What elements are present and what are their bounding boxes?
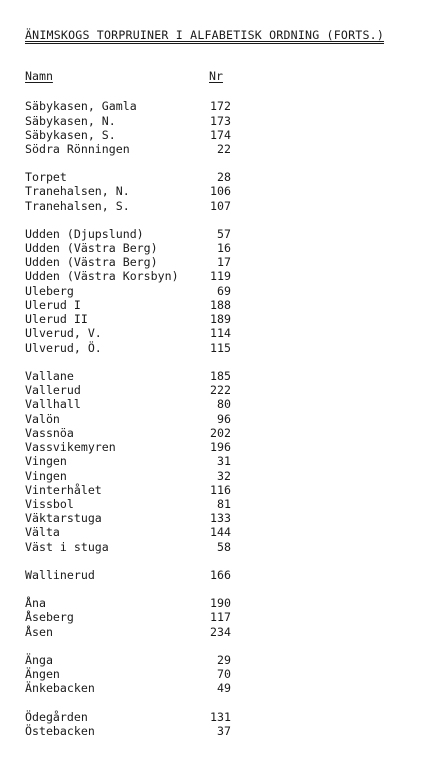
entry-number: 28 <box>217 170 231 184</box>
list-item <box>0 568 437 582</box>
entry-name: Östebacken <box>25 724 95 738</box>
list-item <box>0 298 437 312</box>
list-item <box>0 724 437 738</box>
entry-name: Väst i stuga <box>25 540 109 554</box>
entry-number: 173 <box>210 114 231 128</box>
entry-number: 32 <box>217 469 231 483</box>
list-item <box>0 341 437 355</box>
list-item <box>0 114 437 128</box>
entry-number: 29 <box>217 653 231 667</box>
list-item <box>0 128 437 142</box>
list-item <box>0 227 437 241</box>
entry-name: Vissbol <box>25 497 74 511</box>
list-item <box>0 610 437 624</box>
entry-name: Vingen <box>25 469 67 483</box>
entry-number: 196 <box>210 440 231 454</box>
list-item <box>0 241 437 255</box>
entry-name: Vallane <box>25 369 74 383</box>
list-item <box>0 412 437 426</box>
entry-number: 174 <box>210 128 231 142</box>
entry-name: Säbykasen, N. <box>25 114 116 128</box>
entry-number: 114 <box>210 326 231 340</box>
entry-number: 80 <box>217 397 231 411</box>
entry-name: Ulerud II <box>25 312 88 326</box>
entry-name: Valön <box>25 412 60 426</box>
entry-number: 166 <box>210 568 231 582</box>
list-item <box>0 525 437 539</box>
entry-number: 37 <box>217 724 231 738</box>
entry-number: 172 <box>210 99 231 113</box>
entry-number: 185 <box>210 369 231 383</box>
list-item <box>0 397 437 411</box>
list-item <box>0 255 437 269</box>
entry-name: Ulverud, V. <box>25 326 102 340</box>
list-item <box>0 326 437 340</box>
entry-number: 22 <box>217 142 231 156</box>
list-item <box>0 469 437 483</box>
entry-number: 58 <box>217 540 231 554</box>
page-title: ÄNIMSKOGS TORPRUINER I ALFABETISK ORDNING (FORTS.) <box>25 28 385 42</box>
list-item <box>0 383 437 397</box>
list-item <box>0 667 437 681</box>
list-item <box>0 511 437 525</box>
list-item <box>0 142 437 156</box>
entry-name: Änkebacken <box>25 681 95 695</box>
entry-name: Åna <box>25 596 46 610</box>
entry-name: Udden (Västra Berg) <box>25 255 158 269</box>
entry-name: Ödegården <box>25 710 88 724</box>
entry-name: Vassnöa <box>25 426 74 440</box>
entry-name: Åseberg <box>25 610 74 624</box>
entry-name: Torpet <box>25 170 67 184</box>
entry-name: Säbykasen, Gamla <box>25 99 137 113</box>
entry-number: 131 <box>210 710 231 724</box>
entry-number: 31 <box>217 454 231 468</box>
entry-number: 133 <box>210 511 231 525</box>
list-item <box>0 625 437 639</box>
list-item <box>0 483 437 497</box>
list-item <box>0 426 437 440</box>
entry-number: 190 <box>210 596 231 610</box>
entry-name: Vinterhålet <box>25 483 102 497</box>
entry-number: 189 <box>210 312 231 326</box>
entry-name: Vingen <box>25 454 67 468</box>
list-item <box>0 653 437 667</box>
list-item <box>0 369 437 383</box>
entry-name: Uleberg <box>25 284 74 298</box>
entry-name: Vallerud <box>25 383 81 397</box>
entry-name: Ängen <box>25 667 60 681</box>
entry-name: Södra Rönningen <box>25 142 130 156</box>
entry-number: 69 <box>217 284 231 298</box>
entry-number: 222 <box>210 383 231 397</box>
column-header-nr: Nr <box>209 69 223 83</box>
entry-name: Vassvikemyren <box>25 440 116 454</box>
entry-number: 116 <box>210 483 231 497</box>
entry-number: 202 <box>210 426 231 440</box>
entry-name: Vallhall <box>25 397 81 411</box>
entry-number: 188 <box>210 298 231 312</box>
entry-number: 70 <box>217 667 231 681</box>
entry-number: 144 <box>210 525 231 539</box>
entry-number: 49 <box>217 681 231 695</box>
entry-number: 57 <box>217 227 231 241</box>
entry-name: Ulverud, Ö. <box>25 341 102 355</box>
entry-name: Änga <box>25 653 53 667</box>
entry-number: 96 <box>217 412 231 426</box>
list-item <box>0 710 437 724</box>
list-item <box>0 199 437 213</box>
entry-name: Åsen <box>25 625 53 639</box>
entry-name: Välta <box>25 525 60 539</box>
entry-name: Wallinerud <box>25 568 95 582</box>
list-item <box>0 170 437 184</box>
entry-number: 115 <box>210 341 231 355</box>
list-item <box>0 681 437 695</box>
entry-name: Väktarstuga <box>25 511 102 525</box>
entry-number: 107 <box>210 199 231 213</box>
entry-name: Tranehalsen, S. <box>25 199 130 213</box>
list-item <box>0 284 437 298</box>
entry-number: 117 <box>210 610 231 624</box>
entry-number: 119 <box>210 269 231 283</box>
entry-name: Udden (Västra Korsbyn) <box>25 269 179 283</box>
list-item <box>0 540 437 554</box>
list-item <box>0 269 437 283</box>
list-item <box>0 440 437 454</box>
list-item <box>0 99 437 113</box>
entry-name: Säbykasen, S. <box>25 128 116 142</box>
list-item <box>0 184 437 198</box>
entry-number: 106 <box>210 184 231 198</box>
list-item <box>0 497 437 511</box>
entry-name: Udden (Västra Berg) <box>25 241 158 255</box>
list-item <box>0 596 437 610</box>
list-item <box>0 312 437 326</box>
entry-name: Ulerud I <box>25 298 81 312</box>
list-item <box>0 454 437 468</box>
entry-number: 81 <box>217 497 231 511</box>
entry-number: 234 <box>210 625 231 639</box>
entry-name: Udden (Djupslund) <box>25 227 144 241</box>
column-header-name: Namn <box>25 69 53 83</box>
entry-name: Tranehalsen, N. <box>25 184 130 198</box>
entry-number: 16 <box>217 241 231 255</box>
entry-number: 17 <box>217 255 231 269</box>
